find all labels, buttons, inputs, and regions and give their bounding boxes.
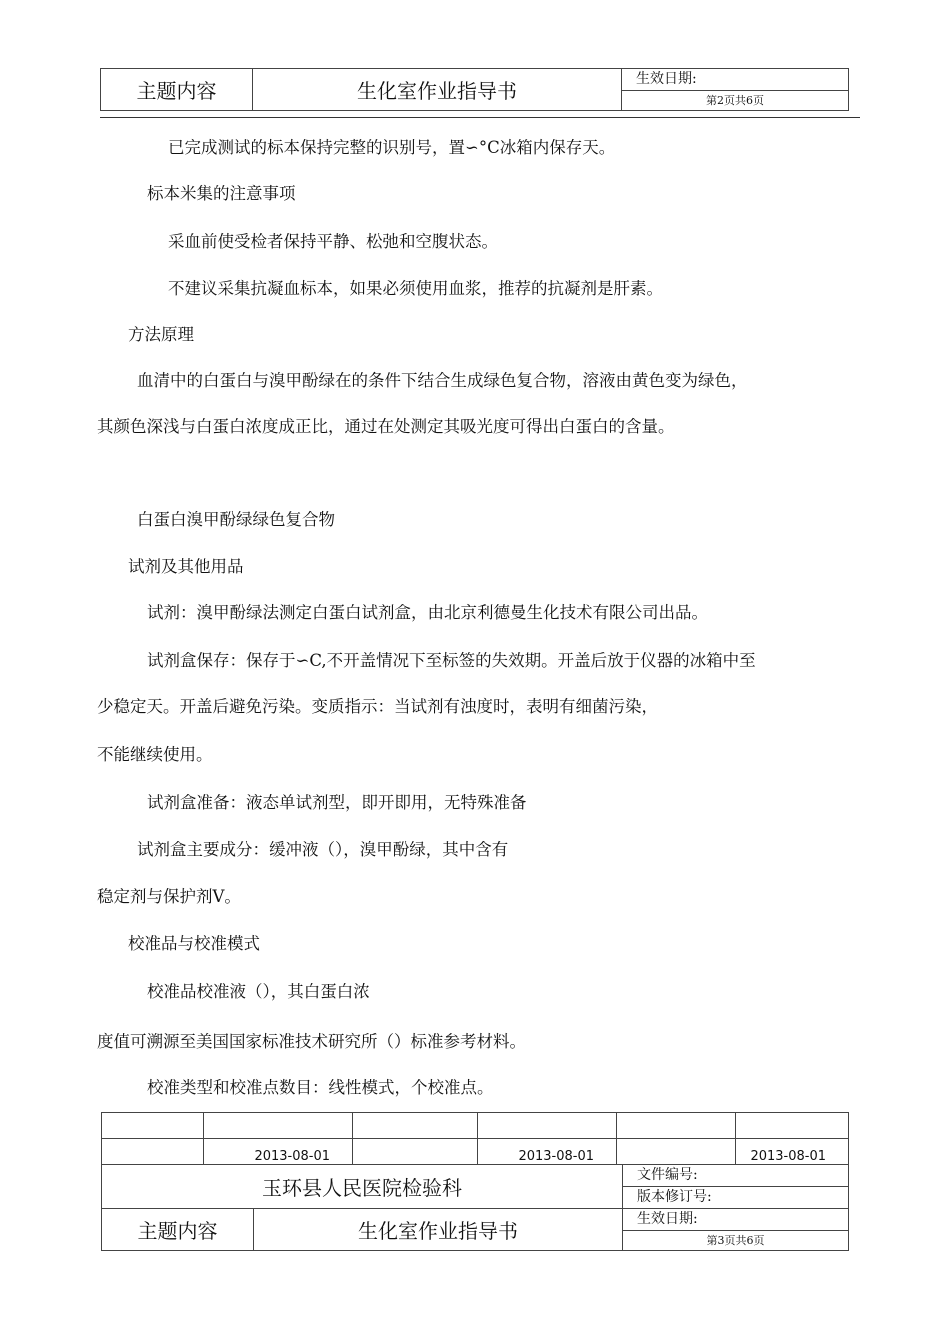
header-separator-line xyxy=(100,117,860,118)
heading-reagents: 试剂及其他用品 xyxy=(128,557,244,576)
footer-date-3: 2013-08-01 xyxy=(736,1139,849,1165)
para-kit-composition-line1: 试剂盒主要成分：缓冲液（），溴甲酚绿，其中含有 xyxy=(137,840,509,859)
header-title: 生化室作业指导书 xyxy=(253,69,622,111)
para-calibrator-line2: 度值可溯源至美国国家标准技术研究所（）标准参考材料。 xyxy=(97,1032,526,1051)
page-header-top xyxy=(100,68,849,111)
header-subject-bottom: 主题内容 xyxy=(102,1209,254,1251)
para-kit-storage-line2: 少稳定天。开盖后避免污染。变质指示：当试剂有浊度时，表明有细菌污染， xyxy=(97,697,658,716)
para-fasting: 采血前使受检者保持平静、松弛和空腹状态。 xyxy=(168,232,498,251)
header-effective-date: 生效日期: xyxy=(622,69,849,91)
footer-date-1: 2013-08-01 xyxy=(204,1139,353,1165)
header-effective-date-bottom: 生效日期: xyxy=(623,1209,849,1231)
para-anticoagulant: 不建议采集抗凝血标本，如果必须使用血浆，推荐的抗凝剂是肝素。 xyxy=(168,279,663,298)
header-hospital-name: 玉环县人民医院检验科 xyxy=(102,1165,623,1209)
para-reagent-kit: 试剂：溴甲酚绿法测定白蛋白试剂盒，由北京利德曼生化技术有限公司出品。 xyxy=(147,603,708,622)
para-kit-storage-line1: 试剂盒保存：保存于∽C,不开盖情况下至标签的失效期。开盖后放于仪器的冰箱中至 xyxy=(147,651,756,670)
header-title-bottom: 生化室作业指导书 xyxy=(254,1209,623,1251)
para-calibration-type: 校准类型和校准点数目：线性模式，个校准点。 xyxy=(147,1078,494,1097)
para-storage: 已完成测试的标本保持完整的识别号，置∽°C冰箱内保存天。 xyxy=(168,138,616,157)
para-reaction: 白蛋白溴甲酚绿绿色复合物 xyxy=(137,510,335,529)
heading-specimen-notes: 标本米集的注意事项 xyxy=(147,184,296,203)
footer-date-2: 2013-08-01 xyxy=(478,1139,617,1165)
heading-calibration: 校准品与校准模式 xyxy=(128,934,260,953)
para-kit-preparation: 试剂盒准备：液态单试剂型，即开即用，无特殊准备 xyxy=(147,793,527,812)
header-version: 版本修订号: xyxy=(623,1187,849,1209)
footer-date-table xyxy=(101,1112,849,1165)
para-kit-composition-line2: 稳定剂与保护剂V。 xyxy=(97,887,241,906)
page-header-bottom xyxy=(101,1164,849,1251)
header-subject: 主题内容 xyxy=(101,69,253,111)
header-page-number: 第2页共6页 xyxy=(622,91,849,111)
para-principle-line2: 其颜色深浅与白蛋白浓度成正比，通过在处测定其吸光度可得出白蛋白的含量。 xyxy=(97,417,675,436)
header-doc-number: 文件编号: xyxy=(623,1165,849,1187)
para-principle-line1: 血清中的白蛋白与溴甲酚绿在的条件下结合生成绿色复合物，溶液由黄色变为绿色， xyxy=(137,371,748,390)
heading-method-principle: 方法原理 xyxy=(128,325,194,344)
header-page-number-bottom: 第3页共6页 xyxy=(623,1231,849,1251)
para-calibrator-line1: 校准品校准液（），其白蛋白浓 xyxy=(147,982,370,1001)
para-kit-storage-line3: 不能继续使用。 xyxy=(97,745,213,764)
